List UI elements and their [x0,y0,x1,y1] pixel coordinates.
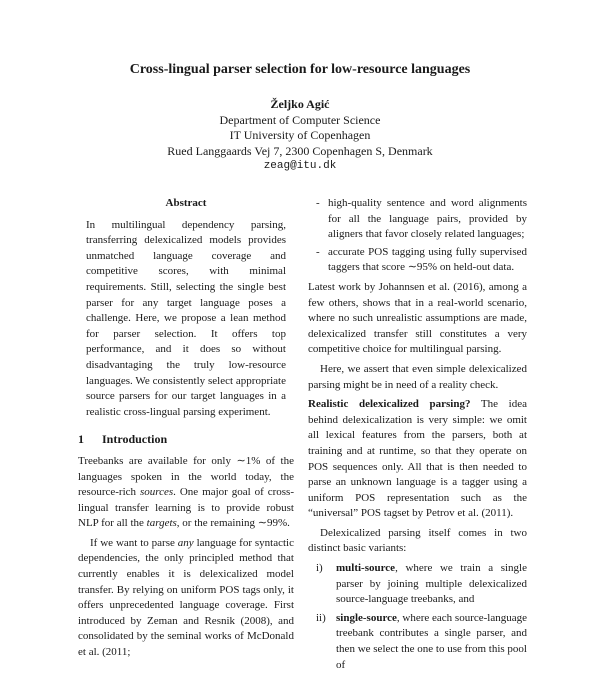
variant-term: multi-source [336,562,396,575]
intro-p2-text-b: language for syntactic dependencies, the only principled method that currently enables it is delexicalized model transfer. By relying on uniform POS tags only, it offers unprecedented language coverage. First introduced by Zeman and Resnik (2008), and consolidated by the seminal works of McDonald et al. (2011; [78,536,294,659]
right-column [308,196,527,676]
section-heading-introduction [78,432,294,448]
list-item [316,561,527,608]
intro-p1-text-b: . One major goal of cross-lingual transfer learning is to provide robust NLP for all the [78,486,294,530]
variant-text: , where we train a single parser by joining multiple delexicalized source-language treebanks, and [336,562,527,606]
variants-intro: Delexicalized parsing itself comes in two distinct basic variants: [308,526,527,555]
intro-p2-emph-any: any [177,536,194,549]
intro-paragraph-2 [78,536,294,661]
realistic-paragraph [308,397,527,522]
variant-term: single-source [336,611,397,624]
paper-title: Cross-lingual parser selection for low-resource languages [129,62,471,77]
right-paragraph-2: Here, we assert that even simple delexicalized parsing might be in need of a reality check. [308,362,527,391]
section-title: Introduction [102,432,168,447]
variant-label: ii) [316,611,326,624]
intro-p1-text-c: , or the remaining ∼99%. [176,517,290,530]
right-paragraph-1: Latest work by Johannsen et al. (2016), among a few others, shows that in a real-world scenario, where no such unrealistic assumptions are made, delexicalized transfer still constitutes a very competitive choice for multilingual parsing. [308,280,527,356]
variant-text: , where each source-language treebank contributes a single parser, and then we select the one to use from this pool of [336,611,527,671]
requirements-list [308,196,527,276]
intro-p1-text-a: Treebanks are available for only ∼1% of the languages spoken in the world today, the resource-rich [78,454,294,499]
variant-label: i) [316,562,323,575]
abstract-text: In multilingual dependency parsing, transferring delexicalized models provides unmatched language coverage and competitive scores, with minimal requirements. Still, selecting the single best parser for any target language poses a challenge. Here, we propose a lean method for parser selection. It offers top performance, and it does so without disadvantaging the truly low-resource languages. We consistently select appropriate source parsers for our target languages in a realistic cross-lingual parsing experiment. [86,218,286,418]
author-name: Željko Agić [270,97,330,111]
intro-p1-emph-targets: targets [146,517,177,530]
intro-paragraph-1 [78,454,294,532]
list-item [316,611,527,673]
realistic-text: The idea behind delexicalization is very simple: we omit all lexical features from the parsers, both at training and at runtime, so that they operate on POS sequences only. All that is then needed to parse an unknown language is a tagger using a uniform POS representation such as the “universal” POS tagset by Petrov et al. (2011). [308,398,527,520]
author-email: zeag@itu.dk [263,160,337,173]
affiliation-line-3: Rued Langgaards Vej 7, 2300 Copenhagen S, Denmark [167,143,433,158]
author-block [0,97,600,175]
list-item: - accurate POS tagging using fully supervised taggers that score ∼95% on held-out data. [316,245,527,276]
list-item: - high-quality sentence and word alignments for all the language pairs, provided by aligners that favor closely related languages; [316,196,527,243]
left-column [78,196,294,665]
intro-p1-emph-sources: sources [139,486,174,499]
intro-p2-text-a: If we want to parse [90,536,178,549]
realistic-heading: Realistic delexicalized parsing? [308,398,471,411]
affiliation-line-1: Department of Computer Science [219,112,381,127]
variants-list [308,561,527,673]
affiliation-line-2: IT University of Copenhagen [229,128,371,143]
section-number: 1 [78,432,84,447]
abstract-heading: Abstract [165,197,207,209]
